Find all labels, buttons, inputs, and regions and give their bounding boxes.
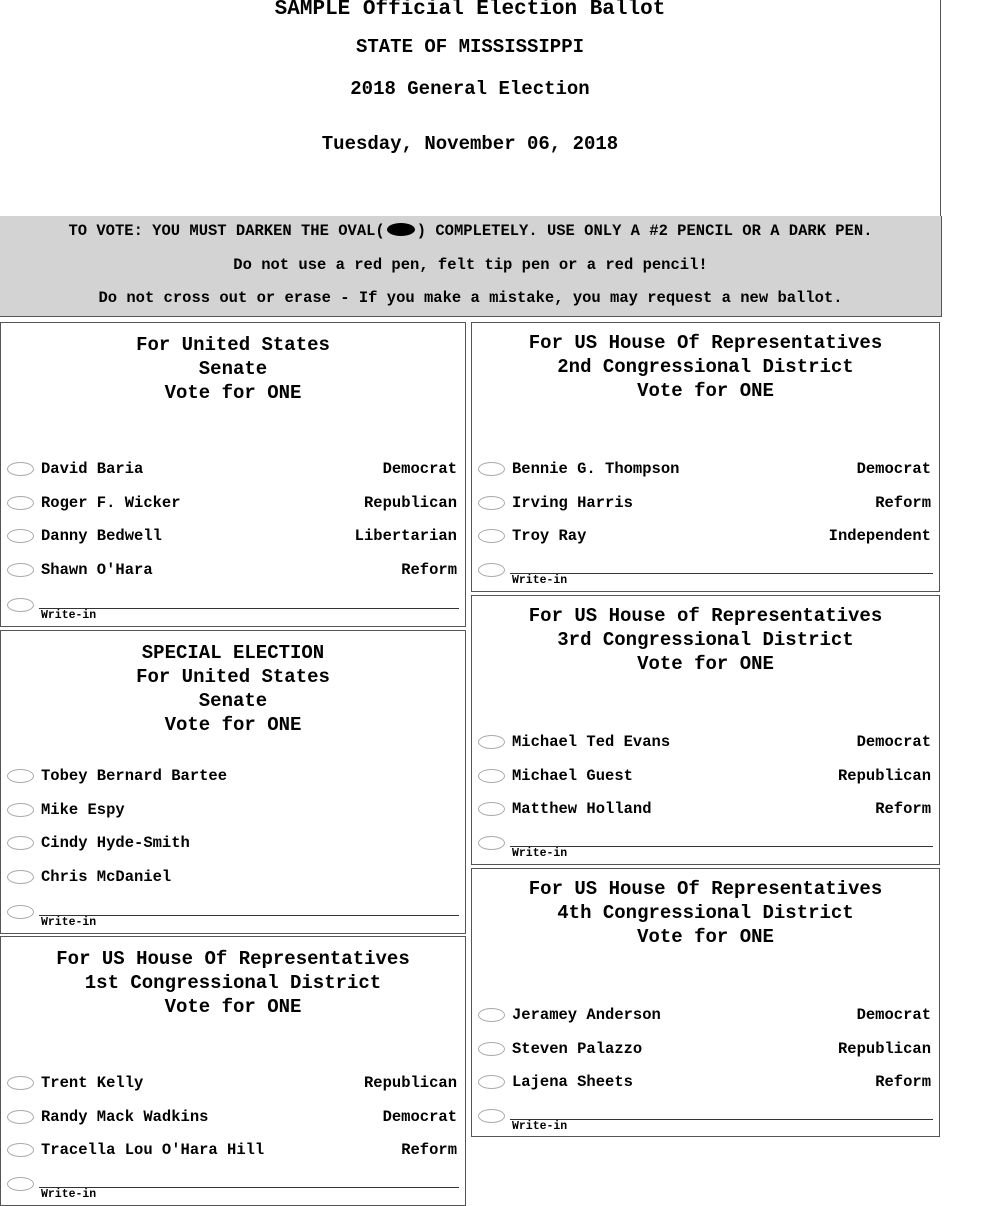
candidate-party: Reform	[875, 1073, 931, 1091]
write-in-label: Write-in	[41, 916, 97, 929]
candidate-party: Libertarian	[354, 527, 457, 545]
write-in-field[interactable]	[39, 608, 459, 609]
contest-box	[0, 630, 466, 934]
candidate-row[interactable]	[1, 460, 465, 480]
contest-title-line: For United States	[136, 334, 330, 356]
contest-title-line: Senate	[198, 358, 268, 380]
election-date: Tuesday, November 06, 2018	[321, 133, 619, 155]
state-name: STATE OF MISSISSIPPI	[355, 36, 585, 58]
candidate-party: Independent	[828, 527, 931, 545]
vote-oval[interactable]	[478, 769, 505, 783]
candidate-name: Michael Ted Evans	[512, 733, 671, 751]
vote-oval[interactable]	[478, 462, 505, 476]
contest-title-line: 3rd Congressional District	[557, 629, 854, 651]
candidate-row[interactable]	[1, 561, 465, 581]
candidate-name: Tobey Bernard Bartee	[41, 767, 228, 785]
candidate-party: Republican	[363, 493, 457, 512]
contest-title-line: Vote for ONE	[164, 382, 302, 404]
vote-oval[interactable]	[478, 802, 505, 816]
contest-title-line: Vote for ONE	[164, 996, 302, 1018]
vote-oval[interactable]	[478, 1075, 505, 1089]
candidate-name: Jeramey Anderson	[512, 1006, 661, 1024]
contest-title-line: 4th Congressional District	[557, 902, 854, 924]
vote-oval[interactable]	[7, 529, 34, 543]
contest-title-line: For United States	[136, 666, 330, 688]
write-in-field[interactable]	[510, 846, 933, 847]
contest-title-line: Vote for ONE	[637, 380, 774, 402]
candidate-party: Republican	[363, 1074, 457, 1092]
candidate-party: Democrat	[382, 1107, 457, 1126]
instruction-line-2: Do not use a red pen, felt tip pen or a red pencil!	[233, 256, 708, 274]
candidate-row[interactable]	[1, 527, 465, 547]
candidate-name: Danny Bedwell	[41, 527, 162, 545]
contest-title-line: Vote for ONE	[637, 926, 774, 948]
candidate-name: Matthew Holland	[512, 800, 652, 818]
contest-title-line: Vote for ONE	[164, 714, 302, 736]
candidate-name: Roger F. Wicker	[41, 493, 181, 512]
contest-box	[0, 322, 466, 627]
candidate-row[interactable]	[1, 868, 465, 888]
candidate-row[interactable]	[472, 1040, 939, 1060]
candidate-name: Michael Guest	[512, 766, 633, 785]
candidate-party: Democrat	[382, 460, 457, 478]
candidate-name: Irving Harris	[512, 493, 633, 512]
candidate-row[interactable]	[472, 1006, 939, 1026]
candidate-row[interactable]	[472, 767, 939, 787]
candidate-name: Trent Kelly	[41, 1074, 144, 1092]
candidate-row[interactable]	[1, 494, 465, 514]
candidate-name: Chris McDaniel	[41, 867, 172, 886]
contest-box	[471, 595, 940, 865]
write-in-oval[interactable]	[7, 1177, 34, 1191]
candidate-row[interactable]	[1, 767, 465, 787]
vote-oval[interactable]	[7, 1110, 34, 1124]
write-in-label: Write-in	[512, 1120, 568, 1133]
candidate-party: Republican	[837, 1039, 931, 1058]
contest-title-line: For US House Of Representatives	[528, 332, 883, 354]
candidate-name: Randy Mack Wadkins	[41, 1107, 209, 1126]
vote-oval[interactable]	[7, 462, 34, 476]
candidate-row[interactable]	[1, 834, 465, 854]
contest-title-line: For US House Of Representatives	[528, 878, 883, 900]
candidate-row[interactable]	[472, 460, 939, 480]
ballot-title: SAMPLE Official Election Ballot	[274, 0, 666, 21]
vote-oval[interactable]	[7, 870, 34, 884]
write-in-label: Write-in	[41, 609, 97, 622]
vote-oval[interactable]	[478, 496, 505, 510]
contest-title-line: For US House of Representatives	[528, 605, 883, 627]
write-in-oval[interactable]	[478, 1109, 505, 1123]
instruction-line-3: Do not cross out or erase - If you make a mistake, you may request a new ballot.	[98, 289, 843, 307]
candidate-name: Steven Palazzo	[512, 1039, 643, 1058]
vote-oval[interactable]	[478, 735, 505, 749]
write-in-field[interactable]	[39, 1187, 459, 1188]
write-in-field[interactable]	[39, 915, 459, 916]
vote-oval[interactable]	[7, 563, 34, 577]
contest-title-line: For US House Of Representatives	[56, 948, 410, 970]
candidate-row[interactable]	[472, 733, 939, 753]
candidate-party: Reform	[401, 560, 457, 579]
instruction-line-1: TO VOTE: YOU MUST DARKEN THE OVAL( ) COMPLETELY. USE ONLY A #2 PENCIL OR A DARK PEN.	[68, 222, 873, 240]
candidate-row[interactable]	[472, 800, 939, 820]
contest-box	[471, 322, 940, 592]
vote-oval[interactable]	[7, 1076, 34, 1090]
candidate-party: Reform	[401, 1141, 457, 1159]
candidate-row[interactable]	[472, 1073, 939, 1093]
write-in-label: Write-in	[41, 1188, 97, 1201]
contest-title-line: 1st Congressional District	[84, 972, 382, 994]
candidate-party: Democrat	[856, 460, 931, 478]
candidate-party: Democrat	[856, 1006, 931, 1024]
candidate-row[interactable]	[1, 1074, 465, 1094]
candidate-name: Tracella Lou O'Hara Hill	[41, 1141, 265, 1159]
candidate-row[interactable]	[472, 494, 939, 514]
write-in-oval[interactable]	[478, 563, 505, 577]
write-in-field[interactable]	[510, 1119, 933, 1120]
vote-oval[interactable]	[7, 769, 34, 783]
candidate-row[interactable]	[1, 1141, 465, 1161]
write-in-label: Write-in	[512, 574, 568, 587]
write-in-oval[interactable]	[7, 598, 34, 612]
write-in-oval[interactable]	[7, 905, 34, 919]
candidate-name: Shawn O'Hara	[41, 560, 153, 579]
ballot-header	[0, 0, 941, 217]
vote-oval[interactable]	[478, 1008, 505, 1022]
write-in-field[interactable]	[510, 573, 933, 574]
candidate-name: Troy Ray	[512, 527, 587, 545]
candidate-name: Mike Espy	[41, 800, 125, 819]
contest-title-line: Senate	[198, 690, 268, 712]
candidate-name: David Baria	[41, 460, 144, 478]
candidate-name: Cindy Hyde-Smith	[41, 834, 190, 852]
write-in-label: Write-in	[512, 847, 568, 860]
contest-title	[472, 331, 939, 403]
vote-oval[interactable]	[7, 1143, 34, 1157]
contest-title	[1, 641, 465, 737]
candidate-party: Democrat	[856, 733, 931, 751]
vote-oval[interactable]	[478, 529, 505, 543]
vote-oval[interactable]	[7, 836, 34, 850]
contest-title-line: SPECIAL ELECTION	[141, 642, 325, 664]
contest-title-line: Vote for ONE	[637, 653, 774, 675]
vote-oval[interactable]	[478, 1042, 505, 1056]
contest-title-line: 2nd Congressional District	[557, 356, 854, 378]
candidate-party: Reform	[875, 800, 931, 818]
contest-title	[1, 947, 465, 1019]
vote-oval[interactable]	[7, 496, 34, 510]
voting-instructions	[0, 216, 942, 317]
candidate-party: Reform	[875, 493, 931, 512]
candidate-row[interactable]	[1, 1108, 465, 1128]
write-in-oval[interactable]	[478, 836, 505, 850]
contest-title	[1, 333, 465, 405]
contest-box	[471, 868, 940, 1137]
candidate-party: Republican	[837, 766, 931, 785]
election-name: 2018 General Election	[350, 78, 590, 100]
contest-title	[472, 877, 939, 949]
candidate-name: Bennie G. Thompson	[512, 460, 680, 478]
candidate-row[interactable]	[472, 527, 939, 547]
candidate-row[interactable]	[1, 801, 465, 821]
contest-box	[0, 936, 466, 1206]
contest-title	[472, 604, 939, 676]
vote-oval[interactable]	[7, 803, 34, 817]
filled-oval-icon	[387, 223, 415, 236]
candidate-name: Lajena Sheets	[512, 1073, 633, 1091]
